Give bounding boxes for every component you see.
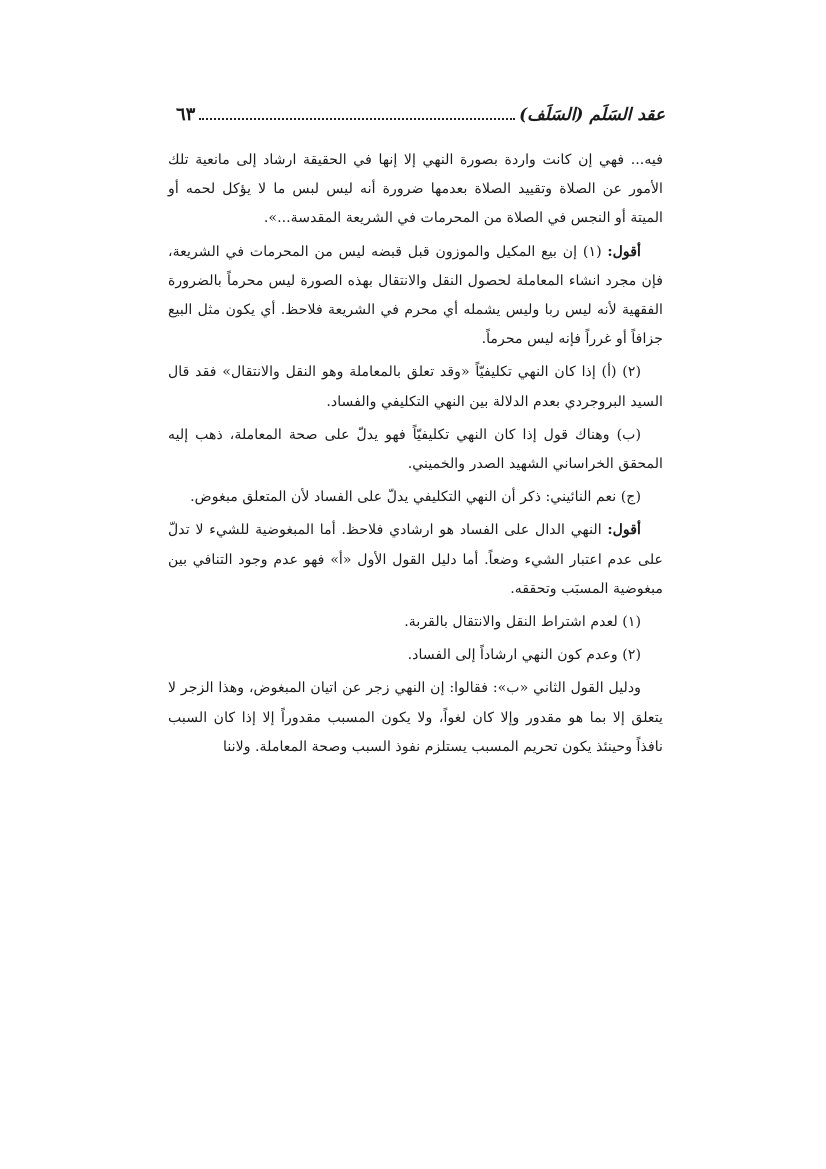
paragraph-lead: أقول:	[607, 522, 641, 539]
paragraph	[168, 146, 663, 234]
paragraph	[168, 608, 663, 637]
paragraph	[168, 516, 663, 604]
paragraph-text: (٢) (أ) إذا كان النهي تكليفيّاً «وقد تعلق بالمعاملة وهو النقل والانتقال» فقد قال السيد البروجردي بعدم الدلالة بين النهي التكليفي والفساد.	[168, 364, 663, 410]
paragraph-text: (ج) نعم النائيني: ذكر أن النهي التكليفي يدلّ على الفساد لأن المتعلق مبغوض.	[190, 489, 641, 506]
header-leader-dots	[199, 118, 515, 120]
paragraph-text: فيه... فهي إن كانت واردة بصورة النهي إلا إنها في الحقيقة ارشاد إلى مانعية تلك الأمور عن الصلاة وتقييد الصلاة بعدمها ضرورة أنه ليس لبس ما لا يؤكل لحمه أو الميتة أو النجس في الصلاة من المحرمات في الشريعة المقدسة...».	[168, 152, 663, 227]
paragraph	[168, 674, 663, 762]
paragraph	[168, 238, 663, 355]
body-text	[168, 146, 663, 766]
paragraph-lead: أقول:	[607, 243, 641, 260]
paragraph	[168, 641, 663, 670]
paragraph	[168, 358, 663, 416]
header-title: عقد السَلَم (السَلَف)	[519, 105, 665, 125]
paragraph	[168, 483, 663, 512]
paragraph-text: (٢) وعدم كون النهي ارشاداً إلى الفساد.	[407, 647, 641, 664]
paragraph-text: (١) إن بيع المكيل والموزون قبل قبضه ليس من المحرمات في الشريعة، فإن مجرد انشاء المعاملة لحصول النقل والانتقال بهذه الصورة ليس محرماً بالضرورة الفقهية لأنه ليس ربا وليس يشمله أي محرم في الشريعة فلاحظ. أي يكون مثل البيع جزافاً أو غرراً فإنه ليس محرماً.	[168, 243, 663, 348]
paragraph-text: (ب) وهناك قول إذا كان النهي تكليفيّاً فهو يدلّ على صحة المعاملة، ذهب إليه المحقق الخراساني الشهيد الصدر والخميني.	[168, 426, 663, 473]
running-header	[176, 88, 665, 125]
paragraph	[168, 421, 663, 479]
page-number: ٦٣	[176, 104, 196, 125]
paragraph-text: ودليل القول الثاني «ب»: فقالوا: إن النهي زجر عن اتيان المبغوض، وهذا الزجر لا يتعلق إلا بما هو مقدور وإلا كان لغواً، ولا يكون المسبب مقدوراً إلا إذا كان السبب نافذاً وحينئذ يكون تحريم المسبب يستلزم نفوذ السبب وصحة المعاملة. ولاننا	[168, 680, 663, 755]
paragraph-text: (١) لعدم اشتراط النقل والانتقال بالقربة.	[404, 614, 641, 631]
paragraph-text: النهي الدال على الفساد هو ارشادي فلاحظ. أما المبغوضية للشيء لا تدلّ على عدم اعتبار الشيء وضعاً. أما دليل القول الأول «أ» فهو عدم وجود التنافي بين مبغوضية المسبَب وتحققه.	[168, 522, 663, 597]
